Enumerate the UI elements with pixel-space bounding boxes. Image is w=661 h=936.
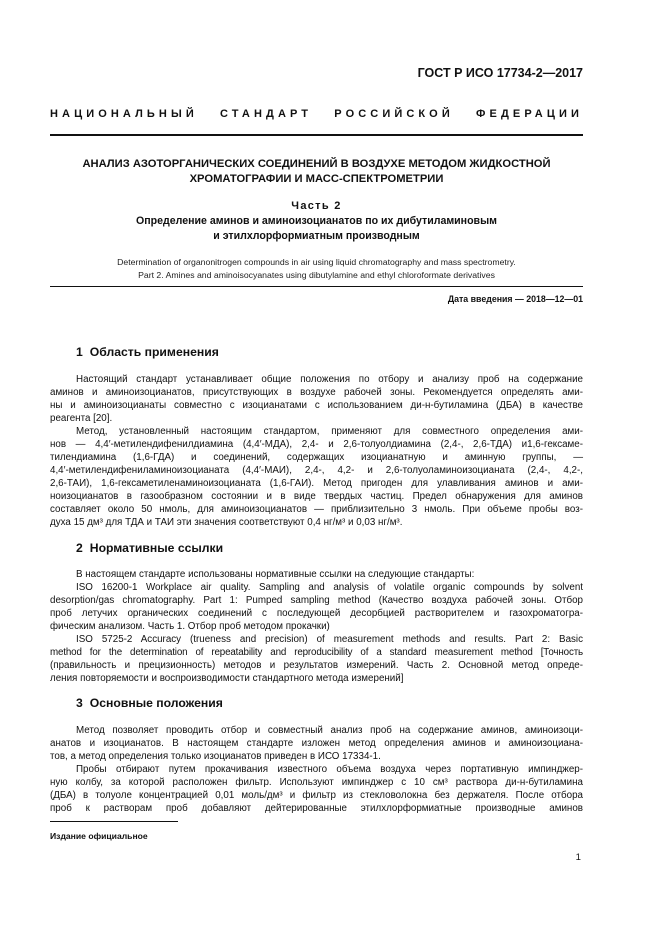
- section-1-title: Область применения: [89, 345, 219, 359]
- page-number: 1: [575, 852, 581, 863]
- effective-date: Дата введения — 2018—12—01: [447, 294, 583, 304]
- text-line: реагента [20].: [50, 413, 113, 424]
- title-divider: [50, 286, 583, 287]
- text-line: нов — 4,4′-метилендифенилдиамина (4,4′-МДА), 2,4- и 2,6-толуолдиамина (2,4-, 2,6-ТДА) и1,6-гексаме-: [50, 439, 583, 450]
- english-title: [60, 256, 573, 281]
- section-1-number: 1: [76, 345, 83, 359]
- section-2-title: Нормативные ссылки: [89, 541, 224, 555]
- section-2-heading: [76, 541, 223, 555]
- document-number: ГОСТ Р ИСО 17734-2—2017: [417, 66, 583, 80]
- document-title: [60, 157, 573, 187]
- text-line: Пробы отбирают путем прокачивания известного объема воздуха через портативную импинджер-: [76, 764, 583, 775]
- text-line: method for the determination of repeatability and reproducibility of a standard measurement method [Точность: [50, 647, 583, 658]
- text-line: Настоящий стандарт устанавливает общие положения по отбору и анализу проб на содержание: [76, 374, 583, 385]
- official-edition-label: Издание официальное: [50, 831, 148, 841]
- section-1-heading: [76, 345, 219, 359]
- part-label: Часть 2: [291, 200, 342, 212]
- title-line-2: ХРОМАТОГРАФИИ И МАСС-СПЕКТРОМЕТРИИ: [189, 173, 444, 185]
- header-divider: [50, 134, 583, 136]
- text-line: ны и аминоизоцианаты совместно с изоцианатами с использованием ди-н-бутиламина (ДБА) в качестве: [50, 400, 583, 411]
- title-line-1: АНАЛИЗ АЗОТОРГАНИЧЕСКИХ СОЕДИНЕНИЙ В ВОЗДУХЕ МЕТОДОМ ЖИДКОСТНОЙ: [82, 158, 551, 170]
- text-line: ления повторяемости и воспроизводимости стандартного метода измерений]: [50, 673, 404, 684]
- english-title-line-1: Determination of organonitrogen compounds in air using liquid chromatography and mass spectrometry.: [117, 257, 516, 267]
- text-line: ноизоцианатов в газообразном состоянии и в виде твердых частиц. Предел обнаружения для аминов: [50, 491, 583, 502]
- text-line: составляет около 50 нмоль, для аминоизоцианатов — приблизительно 3 нмоль. При объеме пробы воз-: [50, 504, 583, 515]
- section-2-body: [50, 568, 583, 685]
- national-standard-banner: НАЦИОНАЛЬНЫЙ СТАНДАРТ РОССИЙСКОЙ ФЕДЕРАЦИИ: [50, 108, 583, 120]
- text-line: 4,4′-метилендифениламиноизоцианата (4,4′-МАИ), 2,4-, 4,2- и 2,6-толуоламиноизоцианата (2,4-, 4,2-,: [50, 465, 583, 476]
- section-3-number: 3: [76, 696, 83, 710]
- text-line: ную колбу, за которой расположен фильтр. Используют импинджер с 10 см³ раствора ди-н-бутиламина: [50, 777, 583, 788]
- text-line: Метод позволяет проводить отбор и совместный анализ проб на содержание аминов, аминоизоци-: [76, 725, 583, 736]
- text-line: аминов и аминоизоцианатов, присутствующих в воздухе рабочей зоны. Рекомендуется определять ами-: [50, 387, 583, 398]
- text-line: Метод, установленный настоящим стандартом, применяют для совместного определения ами-: [76, 426, 583, 437]
- text-line: 2,6-ТАИ), 1,6-гексаметиленаминоизоцианата (1,6-ГАИ). Метод пригоден для улавливания аминов и ами-: [50, 478, 583, 489]
- text-line: тилендиамина (1,6-ГДА) и соединений, содержащих изоцианатную и аминную группы, —: [50, 452, 583, 463]
- text-line: (правильность и прецизионность) методов и результатов измерений. Часть 2. Основной метод опреде-: [50, 660, 583, 671]
- text-line: духа 15 дм³ для ТДА и ТАИ эти значения соответствуют 0,4 нг/м³ и 0,03 нг/м³.: [50, 517, 403, 528]
- text-line: В настоящем стандарте использованы нормативные ссылки на следующие стандарты:: [76, 569, 475, 580]
- section-2-number: 2: [76, 541, 83, 555]
- footer-divider: [50, 821, 178, 822]
- text-line: (ДБА) в толуоле концентрацией 0,01 моль/дм³ и фильтр из стекловолокна без держателя. После отбора: [50, 790, 583, 801]
- text-line: проб к растворам проб добавляют дейтерированные этилхлорформиатные производные аминов: [50, 803, 583, 814]
- section-3-title: Основные положения: [89, 696, 223, 710]
- section-3-body: [50, 724, 583, 815]
- part-title: [60, 214, 573, 244]
- text-line: проб летучих органических соединений с последующей десорбцией растворителем и газохроматогра-: [50, 608, 583, 619]
- text-line: фическим анализом. Часть 1. Отбор проб методом прокачки): [50, 621, 330, 632]
- part-title-line-2: и этилхлорформиатным производным: [213, 230, 420, 242]
- text-line: анатов и изоцианатов. В настоящем стандарте изложен метод определения аминов и аминоизоциана-: [50, 738, 583, 749]
- text-line: тов, а метод определения только изоцианатов приведен в ИСО 17334-1.: [50, 751, 381, 762]
- section-3-heading: [76, 696, 223, 710]
- part-title-line-1: Определение аминов и аминоизоцианатов по их дибутиламиновым: [136, 215, 497, 227]
- english-title-line-2: Part 2. Amines and aminoisocyanates using dibutylamine and ethyl chloroformate derivatives: [138, 269, 495, 280]
- text-line: ISO 5725-2 Accuracy (trueness and precision) of measurement methods and results. Part 2: Basic: [76, 634, 583, 645]
- section-1-body: [50, 373, 583, 529]
- text-line: desorption/gas chromatography. Part 1: Pumped sampling method (Качество воздуха рабочей зоны. Отбор: [50, 595, 583, 606]
- text-line: ISO 16200-1 Workplace air quality. Sampling and analysis of volatile organic compounds by solvent: [76, 582, 583, 593]
